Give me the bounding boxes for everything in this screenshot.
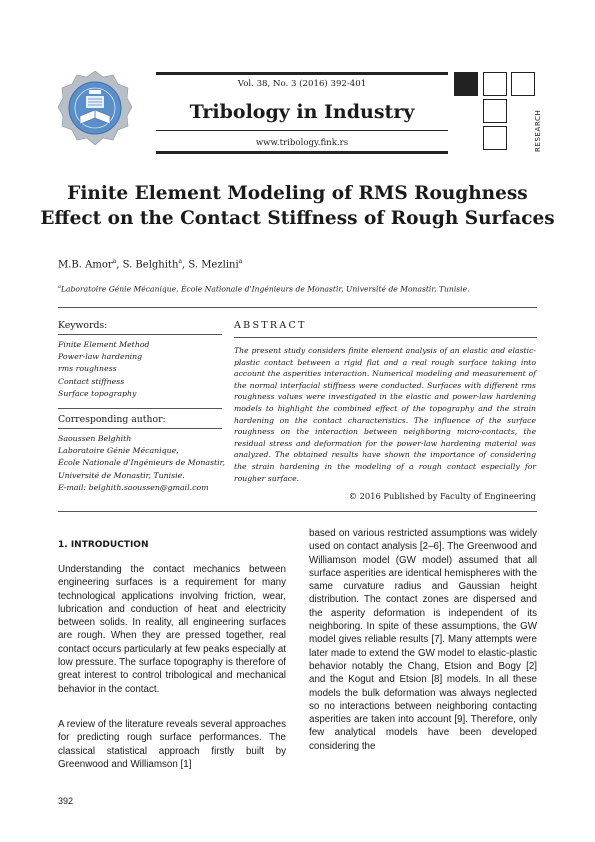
divider	[58, 428, 222, 429]
corresponding-email[interactable]: E-mail: belghith.saoussen@gmail.com	[58, 482, 209, 492]
author-name: S. Mezlini	[188, 259, 239, 271]
journal-name: Tribology in Industry	[189, 101, 415, 123]
body-paragraph: based on various restricted assumptions was widely used on contact analysis [2–6]. The Greenwood and Williamson model (GW model) assumed that all surface asperities are identical hemispheres with the same curvature radius and Gaussian height distribution. The contact zones are dispersed and the asperity deformation is independent of its neighboring. In spite of these assumptions, the GW model gives reliable results [7]. Many attempts were later made to extend the GW model to elastic-plastic behavior notably the Chang, Etsion and Bogy [2] and the Kogut and Etsion [8] models. In all these models the bulk deformation was always neglected so no interactions between neighboring contacting asperities are taken into account [9]. Therefore, only few analytical models have been developed considering the	[309, 528, 537, 752]
corresponding-line: Laboratoire Génie Mécanique,	[58, 446, 179, 456]
header-mid-rule	[156, 130, 448, 131]
abstract-text: The present study considers finite element analysis of an elastic and elastic-plastic contact between a rigid flat and a real rough surface taking into account the asperities interaction. Numerical modeling and measurement of the normal interfacial stiffness were conducted. Surfaces with different rms roughness values were investigated in the elastic and power-law hardening models to highlight the combined effect of the topography and the strain hardening on the contact characteristics. The influence of the surface roughness on the interaction between neighboring micro-contacts, the residual stress and deformation for the power-law hardening material was analyzed. The obtained results have shown the importance of considering the strain hardening in the modeling of a rough contact especially for rougher surface.	[234, 346, 536, 483]
affiliation	[58, 284, 469, 294]
journal-logo	[58, 70, 132, 146]
deco-box	[483, 99, 507, 123]
page-number: 392	[58, 796, 74, 806]
author-name: M.B. Amor	[58, 259, 113, 271]
corresponding-line: Saoussen Belghith	[58, 434, 132, 443]
keyword-item: Finite Element Method	[58, 340, 150, 349]
divider	[58, 334, 222, 335]
divider	[58, 511, 537, 512]
keyword-item: Contact stiffness	[58, 376, 125, 386]
divider	[58, 408, 222, 409]
body-paragraph: Understanding the contact mechanics between engineering surfaces is a requirement for many technological applications involving friction, wear, lubrication and conduction of heat and electricity between solids. In reality, all engineering surfaces are rough. When they are pressed together, real contact occurs particularly at few peaks especially at low pressure. The surface topography is therefore of great interest to control tribological and mechanical behavior in the contact.	[58, 564, 286, 695]
section-label	[519, 98, 551, 154]
body-paragraph: A review of the literature reveals several approaches for predicting rough surface performances. The classical statistical approach firstly built by Greenwood and Williamson [1]	[58, 719, 286, 770]
author-list: M.B. Amor$^a$, S. Belghith$^a$, S. Mezlini$^a$	[58, 258, 243, 271]
affiliation-text: Laboratoire Génie Mécanique, École Nationale d'Ingénieurs de Monastir, Université de Monastir, Tunisie.	[60, 284, 470, 294]
keywords-list	[58, 339, 150, 400]
paper-title: Finite Element Modeling of RMS Roughness Effect on the Contact Stiffness of Rough Surfaces	[40, 183, 555, 229]
affiliation-mark: a	[58, 284, 61, 290]
abstract-heading: ABSTRACT	[234, 320, 307, 331]
keyword-item: Power-law hardening	[58, 352, 143, 362]
journal-website: www.tribology.fink.rs	[255, 138, 349, 148]
author-affil-mark: a	[112, 258, 117, 265]
corresponding-heading: Corresponding author:	[58, 414, 166, 425]
deco-box	[454, 72, 478, 96]
deco-box	[483, 126, 507, 150]
copyright-notice: © 2016 Published by Faculty of Engineering	[348, 491, 536, 501]
section-label-text: RESEARCH	[534, 109, 542, 152]
divider	[234, 337, 537, 338]
header-bottom-rule	[156, 151, 448, 154]
deco-box	[483, 72, 507, 96]
corresponding-details	[58, 433, 225, 494]
keyword-item: Surface topography	[58, 388, 137, 398]
keyword-item: rms roughness	[58, 364, 117, 374]
corresponding-line: École Nationale d'Ingénieurs de Monastir,	[58, 458, 225, 468]
header-top-rule	[156, 72, 448, 75]
author-affil-mark: a	[178, 258, 182, 265]
keywords-heading: Keywords:	[58, 320, 108, 331]
author-name: S. Belghith	[122, 259, 179, 271]
author-affil-mark: a	[238, 258, 243, 265]
deco-box	[511, 72, 535, 96]
volume-line: Vol. 38, No. 3 (2016) 392-401	[237, 79, 367, 89]
section-heading: 1. INTRODUCTION	[58, 540, 149, 550]
corresponding-line: Université de Monastir, Tunisie.	[58, 470, 185, 480]
divider	[58, 307, 537, 308]
